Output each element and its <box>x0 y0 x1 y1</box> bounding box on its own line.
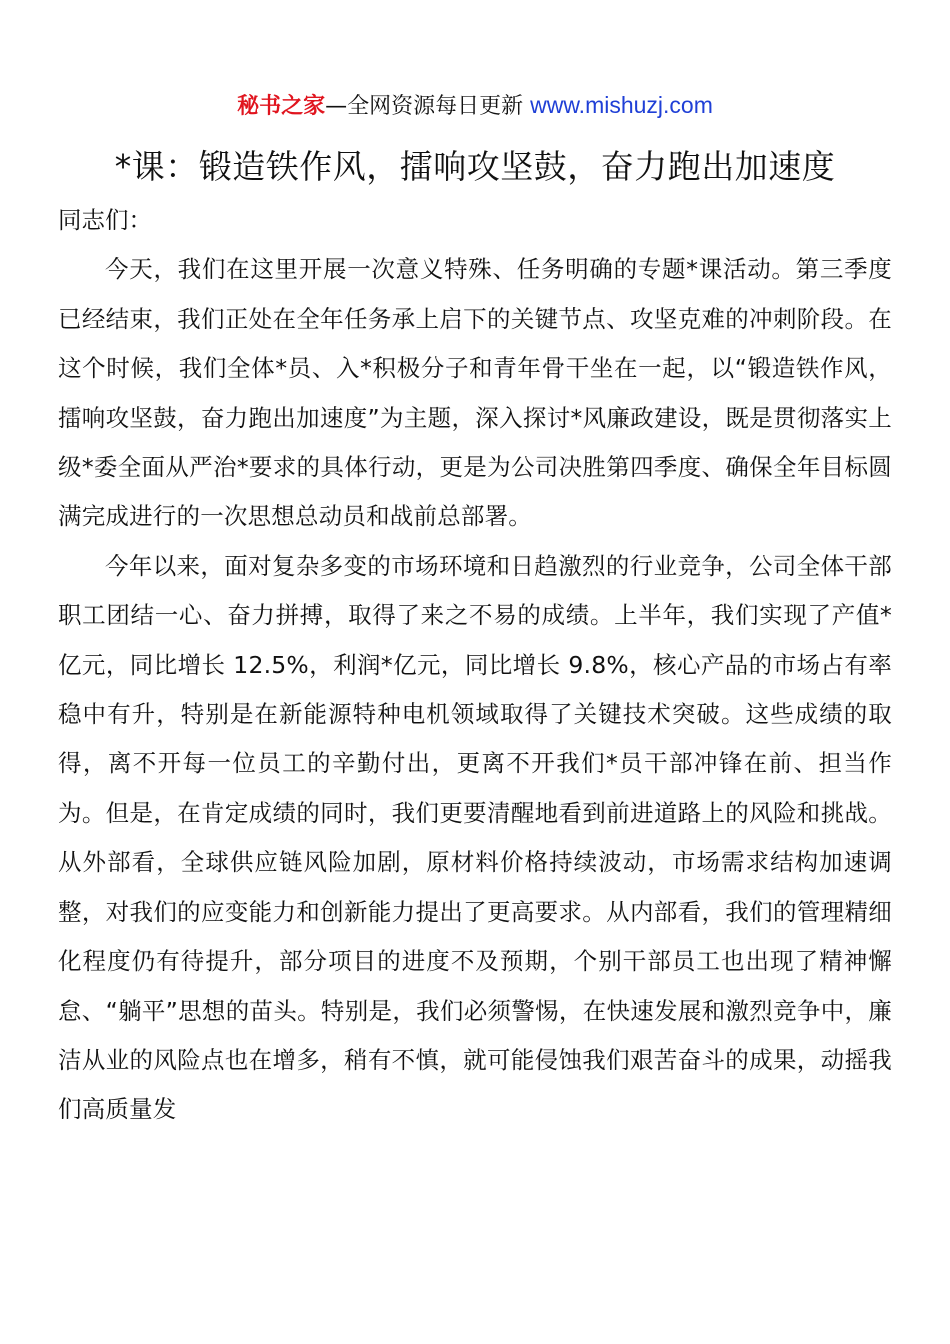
document-title: *课：锻造铁作风，擂响攻坚鼓，奋力跑出加速度 <box>114 147 836 186</box>
site-header <box>0 88 950 124</box>
site-tagline: —全网资源每日更新 <box>325 94 531 119</box>
site-name: 秘书之家 <box>237 94 326 119</box>
salutation: 同志们： <box>58 206 152 234</box>
paragraph-2: 今年以来，面对复杂多变的市场环境和日趋激烈的行业竞争，公司全体干部职工团结一心、奋力拼搏，取得了来之不易的成绩。上半年，我们实现了产值*亿元，同比增长 12.5%，利润*亿元，同比增长 9.8%，核心产品的市场占有率稳中有升，特别是在新能源特种电机领域取得了关键技术突破。这些成绩的取得，离不开每一位员工的辛勤付出，更离不开我们*员干部冲锋在前、担当作为。但是，在肯定成绩的同时，我们更要清醒地看到前进道路上的风险和挑战。从外部看，全球供应链风险加剧，原材料价格持续波动，市场需求结构加速调整，对我们的应变能力和创新能力提出了更高要求。从内部看，我们的管理精细化程度仍有待提升，部分项目的进度不及预期，个别干部员工也出现了精神懈怠、“躺平”思想的苗头。特别是，我们必须警惕，在快速发展和激烈竞争中，廉洁从业的风险点也在增多，稍有不慎，就可能侵蚀我们艰苦奋斗的成果，动摇我们高质量发 <box>58 551 892 1124</box>
paragraph-1: 今天，我们在这里开展一次意义特殊、任务明确的专题*课活动。第三季度已经结束，我们正处在全年任务承上启下的关键节点、攻坚克难的冲刺阶段。在这个时候，我们全体*员、入*积极分子和青年骨干坐在一起，以“锻造铁作风，擂响攻坚鼓，奋力跑出加速度”为主题，深入探讨*风廉政建设，既是贯彻落实上级*委全面从严治*要求的具体行动，更是为公司决胜第四季度、确保全年目标圆满完成进行的一次思想总动员和战前总部署。 <box>58 255 892 531</box>
document-body <box>58 196 892 1135</box>
site-url-link[interactable]: www.mishuzj.com <box>530 92 713 118</box>
